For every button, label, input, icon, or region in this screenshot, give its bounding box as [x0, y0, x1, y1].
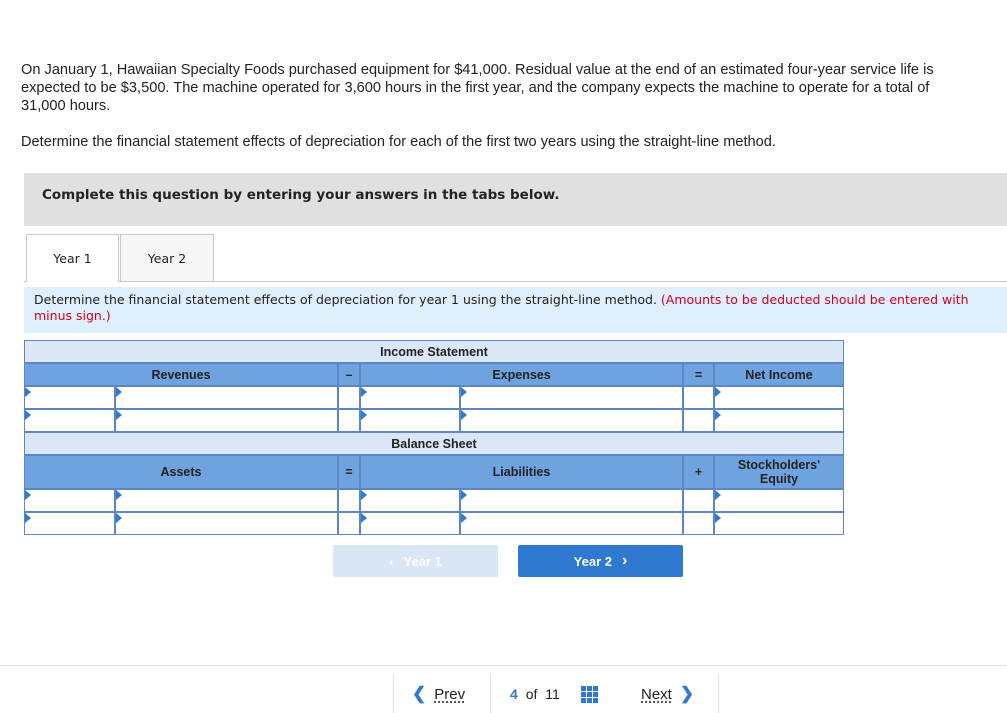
assets-header-text: Assets: [160, 465, 202, 479]
balance-row-2-equity-input[interactable]: [714, 512, 844, 535]
balance-row-2-liabilities-field[interactable]: [461, 513, 682, 534]
expenses-header: [360, 363, 683, 386]
minus-operator-text: –: [345, 367, 353, 382]
footer-separator: [393, 674, 394, 713]
income-row-2-label-select[interactable]: [24, 409, 115, 432]
stockholders-equity-header-text: Stockholders' Equity: [737, 458, 821, 486]
balance-row-1-op2-blank: [683, 489, 714, 512]
revenues-header: [24, 363, 338, 386]
instruction-note: (Amounts to be deducted should be entered with minus sign.): [34, 292, 969, 323]
problem-task: Determine the financial statement effects of depreciation for each of the first two years using the straight-line method.: [21, 134, 776, 150]
net-income-header: [714, 363, 844, 386]
income-row-2-label-input[interactable]: [25, 410, 114, 431]
balance-row-1-label-select[interactable]: [24, 489, 115, 512]
income-row-2-expense-label-input[interactable]: [361, 410, 459, 431]
balance-row-1-liab-label-input[interactable]: [361, 490, 459, 511]
footer-separator: [718, 674, 719, 713]
income-row-2-expense-label-select[interactable]: [360, 409, 460, 432]
next-tab-button[interactable]: [518, 545, 683, 577]
income-row-2-op2-blank: [683, 409, 714, 432]
chevron-left-icon: ‹: [389, 553, 394, 569]
balance-row-2-liabilities-input[interactable]: [460, 512, 683, 535]
prev-tab-label: Year 1: [403, 553, 442, 569]
balance-row-2-assets-field[interactable]: [116, 513, 337, 534]
equals-operator-header: [683, 363, 714, 386]
balance-row-1-op-blank: [338, 489, 360, 512]
income-row-1-label-input[interactable]: [25, 387, 114, 408]
banner-text: Complete this question by entering your answers in the tabs below.: [42, 187, 560, 203]
balance-sheet-title-text: Balance Sheet: [391, 436, 477, 451]
page-indicator: [510, 686, 560, 702]
balance-row-2-equity-field[interactable]: [715, 513, 843, 534]
balance-row-2-op2-blank: [683, 512, 714, 535]
income-row-1-expense-label-input[interactable]: [361, 387, 459, 408]
tab-year-2[interactable]: [120, 234, 214, 281]
liabilities-header-text: Liabilities: [492, 465, 551, 479]
chevron-right-icon: ❯: [679, 684, 695, 703]
bs-equals-operator-header: [338, 455, 360, 489]
instructions-banner: [24, 173, 1007, 226]
income-row-1-net-income-field[interactable]: [715, 387, 843, 408]
income-row-2-op-blank: [338, 409, 360, 432]
prev-question-label: Prev: [434, 685, 466, 703]
balance-sheet-title: [24, 432, 844, 455]
balance-row-2-op-blank: [338, 512, 360, 535]
income-row-2-net-income-field[interactable]: [715, 410, 843, 431]
income-row-2-revenue-field[interactable]: [116, 410, 337, 431]
tab-year-1[interactable]: [26, 234, 119, 282]
prev-question-link[interactable]: [412, 684, 465, 704]
bs-equals-operator-text: =: [345, 465, 353, 479]
income-statement-title: [24, 340, 844, 363]
balance-row-1-equity-input[interactable]: [714, 489, 844, 512]
next-question-link[interactable]: [641, 684, 694, 704]
problem-paragraph: On January 1, Hawaiian Specialty Foods purchased equipment for $41,000. Residual value at the end of an estimated four-year service life is expected to be $3,500. The machine operated for 3,600 hours in the first year, and the company expects the machine to operate for a total of 31,000 hours.: [21, 62, 934, 114]
balance-row-1-assets-field[interactable]: [116, 490, 337, 511]
page-of-label: of: [525, 686, 538, 702]
tab-divider: [24, 281, 1007, 282]
income-row-1-expense-input[interactable]: [460, 386, 683, 409]
grid-icon[interactable]: [581, 686, 598, 703]
balance-row-1-liabilities-field[interactable]: [461, 490, 682, 511]
chevron-right-icon: ›: [622, 552, 628, 569]
income-row-2-expense-input[interactable]: [460, 409, 683, 432]
income-row-1-expense-label-select[interactable]: [360, 386, 460, 409]
plus-operator-header: [683, 455, 714, 489]
next-tab-label: Year 2: [573, 553, 612, 569]
income-row-1-revenue-input[interactable]: [115, 386, 338, 409]
total-pages: 11: [545, 686, 560, 702]
balance-row-2-liab-label-input[interactable]: [361, 513, 459, 534]
footer-divider: [0, 665, 1007, 666]
instruction-text: Determine the financial statement effects of depreciation for year 1 using the straight-line method.: [34, 292, 657, 307]
balance-row-2-label-select[interactable]: [24, 512, 115, 535]
assets-header: [24, 455, 338, 489]
balance-row-1-assets-input[interactable]: [115, 489, 338, 512]
current-page: 4: [510, 686, 518, 702]
prev-tab-button: [333, 545, 498, 577]
balance-row-2-liab-label-select[interactable]: [360, 512, 460, 535]
chevron-left-icon: ❮: [412, 684, 427, 703]
revenues-header-text: Revenues: [151, 367, 211, 382]
balance-row-2-label-input[interactable]: [25, 513, 114, 534]
income-row-2-net-income-input[interactable]: [714, 409, 844, 432]
tab-year-2-label: Year 2: [147, 250, 187, 266]
tab-instruction: [24, 287, 1007, 333]
plus-operator-text: +: [694, 465, 703, 479]
income-statement-title-text: Income Statement: [380, 344, 488, 359]
balance-row-2-assets-input[interactable]: [115, 512, 338, 535]
income-row-1-net-income-input[interactable]: [714, 386, 844, 409]
stockholders-equity-header: [714, 455, 844, 489]
liabilities-header: [360, 455, 683, 489]
income-row-1-label-select[interactable]: [24, 386, 115, 409]
income-row-1-op2-blank: [683, 386, 714, 409]
expenses-header-text: Expenses: [492, 367, 551, 382]
income-row-1-revenue-field[interactable]: [116, 387, 337, 408]
footer-separator: [490, 674, 491, 713]
income-row-1-expense-field[interactable]: [461, 387, 682, 408]
minus-operator-header: [338, 363, 360, 386]
income-row-2-expense-field[interactable]: [461, 410, 682, 431]
tab-year-1-label: Year 1: [53, 251, 92, 266]
equals-operator-text: =: [694, 367, 703, 382]
net-income-header-text: Net Income: [745, 367, 813, 382]
next-question-label: Next: [641, 685, 672, 703]
balance-row-1-label-input[interactable]: [25, 490, 114, 511]
balance-row-1-liabilities-input[interactable]: [460, 489, 683, 512]
income-row-1-op-blank: [338, 386, 360, 409]
income-row-2-revenue-input[interactable]: [115, 409, 338, 432]
balance-row-1-liab-label-select[interactable]: [360, 489, 460, 512]
balance-row-1-equity-field[interactable]: [715, 490, 843, 511]
